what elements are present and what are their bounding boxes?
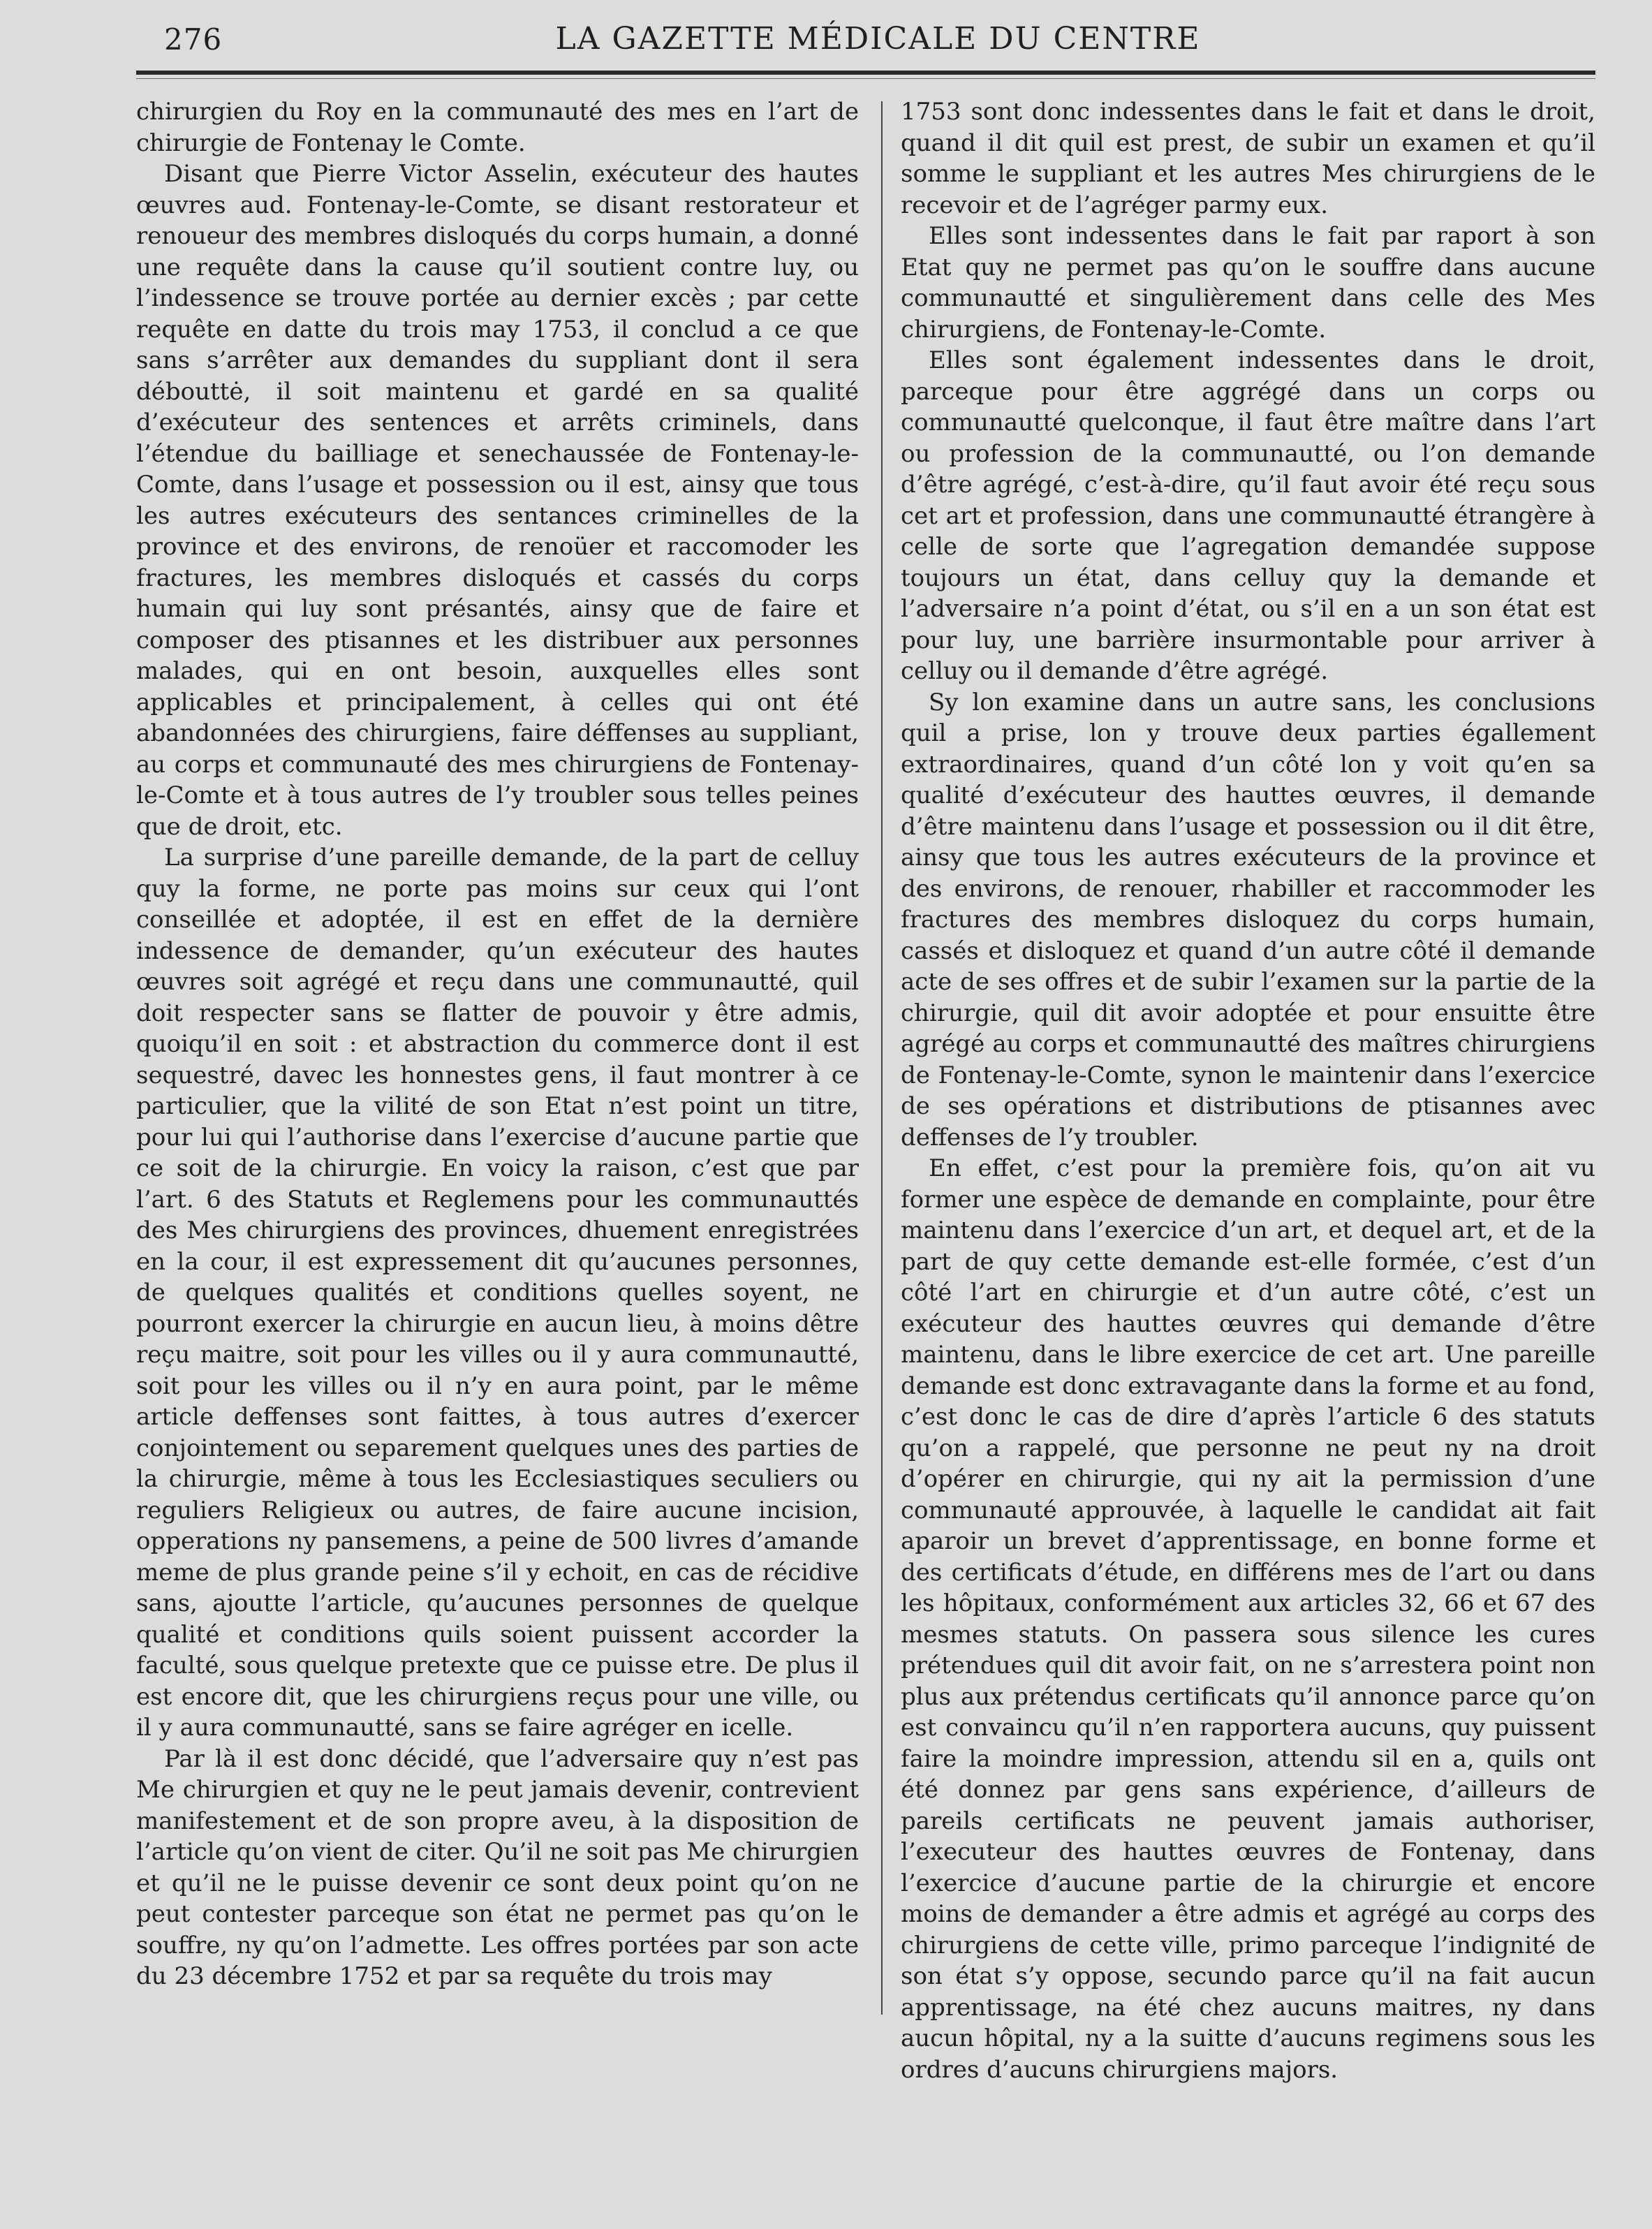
left-column: [136, 96, 859, 1992]
page-number: 276: [164, 22, 223, 57]
column-divider: [881, 101, 883, 2015]
paragraph: Sy lon examine dans un autre sans, les conclusions quil a prise, lon y trouve deux parties égallement extraordinaires, quand d’un côté lon y voit qu’en sa qualité d’exécuteur des hauttes œuvres, il demande d’être maintenu dans l’usage et possession ou il dit être, ainsy que tous les autres exécuteurs de la province et des environs, de renouer, rhabiller et raccommoder les fractures des membres disloquez du corps humain, cassés et disloquez et quand d’un autre côté il demande acte de ses offres et de subir l’examen sur la partie de la chirurgie, quil dit avoir adoptée et pour ensuitte être agrégé au corps et communautté des maîtres chirurgiens de Fontenay-le-Comte, synon le maintenir dans l’exercice de ses opérations et distributions de ptisannes avec deffenses de l’y troubler.: [901, 688, 1595, 1152]
paragraph: Elles sont indessentes dans le fait par raport à son Etat quy ne permet pas qu’on le souffre dans aucune communautté et singulièrement dans celle des Mes chirurgiens, de Fontenay-le-Comte.: [901, 222, 1595, 344]
header-rule: [136, 71, 1595, 75]
paragraph: 1753 sont donc indessentes dans le fait et dans le droit, quand il dit quil est prest, de subir un examen et qu’il somme le suppliant et les autres Mes chirurgiens de le recevoir et de l’agréger parmy eux.: [901, 98, 1595, 219]
running-header: [164, 20, 1592, 63]
paragraph: Par là il est donc décidé, que l’adversaire quy n’est pas Me chirurgien et quy ne le peut jamais devenir, contrevient manifestement et de son propre aveu, à la disposition de l’article qu’on vient de citer. Qu’il ne soit pas Me chirurgien et qu’il ne le puisse devenir ce sont deux point qu’on ne peut contester parceque son état ne permet pas qu’on le souffre, ny qu’on l’admette. Les offres portées par son acte du 23 décembre 1752 et par sa requête du trois may: [136, 1744, 859, 1990]
paragraph: Elles sont également indessentes dans le droit, parceque pour être aggrégé dans un corps ou communautté quelconque, il faut être maître dans l’art ou profession de la communautté, ou l’on demande d’être agrégé, c’est-à-dire, qu’il faut avoir été reçu sous cet art et profession, dans une communautté étrangère à celle de sorte que l’agregation demandée suppose toujours un état, dans celluy quy la demande et l’adversaire n’a point d’état, ou s’il en a un son état est pour luy, une barrière insurmontable pour arriver à celluy ou il demande d’être agrégé.: [901, 346, 1595, 685]
right-column: [901, 96, 1595, 2085]
paragraph: chirurgien du Roy en la communauté des mes en l’art de chirurgie de Fontenay le Comte.: [136, 98, 859, 157]
paragraph: En effet, c’est pour la première fois, qu’on ait vu former une espèce de demande en complainte, pour être maintenu dans l’exercice d’un art, et dequel art, et de la part de quy cette demande est-elle formée, c’est d’un côté l’art en chirurgie et d’un autre côté, c’est un exécuteur des hauttes œuvres qui demande d’être maintenu, dans le libre exercice de cet art. Une pareille demande est donc extravagante dans la forme et au fond, c’est donc le cas de dire d’après l’article 6 des statuts qu’on a rappelé, que personne ne peut ny na droit d’opérer en chirurgie, qui ny ait la permission d’une communauté approuvée, à laquelle le candidat ait fait aparoir un brevet d’apprentissage, en bonne forme et des certificats d’étude, en différens mes de l’art ou dans les hôpitaux, conformément aux articles 32, 66 et 67 des mesmes statuts. On passera sous silence les cures prétendues quil dit avoir fait, on ne s’arrestera point non plus aux prétendus certificats qu’il annonce parce qu’on est convaincu qu’il n’en rapportera aucuns, quy puissent faire la moindre impression, attendu sil en a, quils ont été donnez par gens sans expérience, d’ailleurs de pareils certificats ne peuvent jamais authoriser, l’executeur des hauttes œuvres de Fontenay, dans l’exercice d’aucune partie de la chirurgie et encore moins de demander a être admis et agrégé au corps des chirurgiens de cette ville, primo parceque l’indignité de son état s’y oppose, secundo parce qu’il na fait aucun apprentissage, na été chez aucuns maitres, ny dans aucun hôpital, ny a la suitte d’aucuns regimens sous les ordres d’aucuns chirurgiens majors.: [901, 1154, 1595, 2084]
header-rule-thin: [136, 78, 1595, 79]
journal-title: LA GAZETTE MÉDICALE DU CENTRE: [555, 21, 1201, 57]
paragraph: La surprise d’une pareille demande, de la part de celluy quy la forme, ne porte pas moins sur ceux qui l’ont conseillée et adoptée, il est en effet de la dernière indessence de demander, qu’un exécuteur des hautes œuvres soit agrégé et reçu dans une communautté, quil doit respecter sans se flatter de pouvoir y être admis, quoiqu’il en soit : et abstraction du commerce dont il est sequestré, davec les honnestes gens, il faut montrer à ce particulier, que la vilité de son Etat n’est point un titre, pour lui qui l’authorise dans l’exercise d’aucune partie que ce soit de la chirurgie. En voicy la raison, c’est que par l’art. 6 des Statuts et Reglemens pour les communauttés des Mes chirurgiens des provinces, dhuement enregistrées en la cour, il est expressement dit qu’aucunes personnes, de quelques qualités et conditions quelles soyent, ne pourront exercer la chirurgie en aucun lieu, à moins dêtre reçu maitre, soit pour les villes ou il y aura communautté, soit pour les villes ou il n’y en aura point, par le même article deffenses sont faittes, à tous autres d’exercer conjointement ou separement quelques unes des parties de la chirurgie, même à tous les Ecclesiastiques seculiers ou reguliers Religieux ou autres, de faire aucune incision, opperations ny pansemens, a peine de 500 livres d’amande meme de plus grande peine s’il y echoit, en cas de récidive sans, ajoutte l’article, qu’aucunes personnes de quelque qualité et conditions quils soient puissent accorder la faculté, sous quelque pretexte que ce puisse etre. De plus il est encore dit, que les chirurgiens reçus pour une ville, ou il y aura communautté, sans se faire agréger en icelle.: [136, 844, 859, 1742]
paragraph: Disant que Pierre Victor Asselin, exécuteur des hautes œuvres aud. Fontenay-le-Comte, se disant restorateur et renoueur des membres disloqués du corps humain, a donné une requête dans la cause qu’il soutient contre luy, ou l’indessence se trouve portée au dernier excès ; par cette requête en datte du trois may 1753, il conclud a ce que sans s’arrêter aux demandes du suppliant dont il sera débouttė, il soit maintenu et gardé en sa qualité d’exécuteur des sentences et arrêts criminels, dans l’étendue du bailliage et senechaussée de Fontenay-le-Comte, dans l’usage et possession ou il est, ainsy que tous les autres exécuteurs des sentances criminelles de la province et des environs, de renoüer et raccomoder les fractures, les membres disloqués et cassés du corps humain qui luy sont présantés, ainsy que de faire et composer des ptisannes et les distribuer aux personnes malades, qui en ont besoin, auxquelles elles sont applicables et principalement, à celles qui ont été abandonnées des chirurgiens, faire déffenses au suppliant, au corps et communauté des mes chirurgiens de Fontenay-le-Comte et à tous autres de l’y troubler sous telles peines que de droit, etc.: [136, 160, 859, 841]
